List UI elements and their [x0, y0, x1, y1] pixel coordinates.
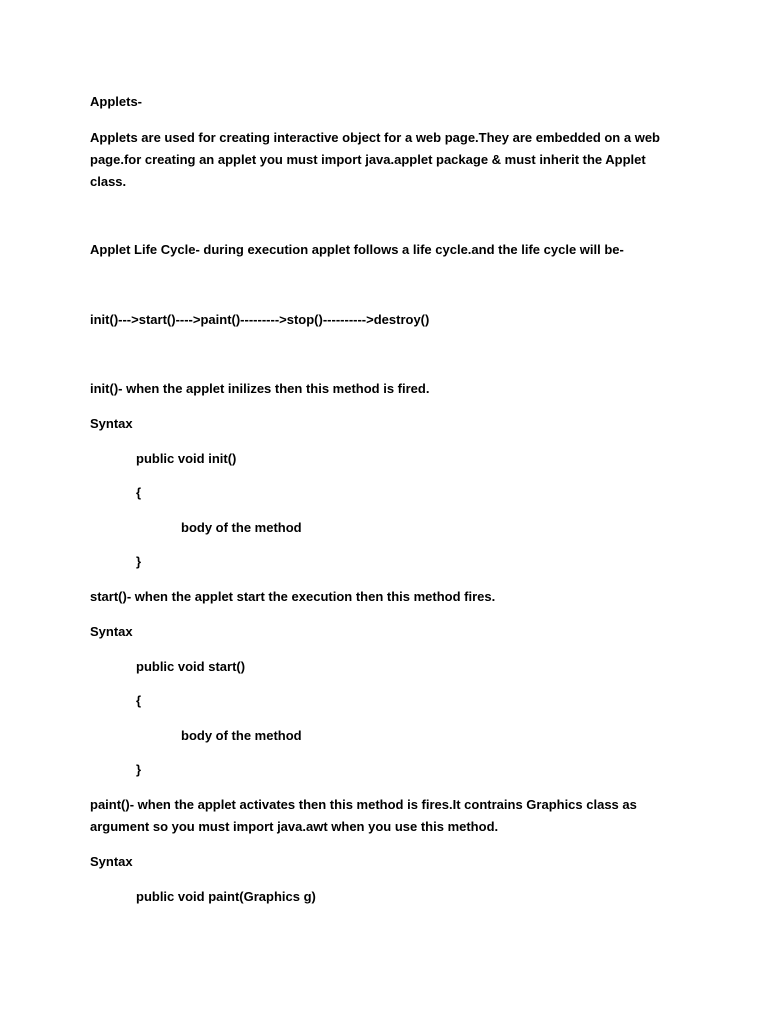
paint-description: paint()- when the applet activates then this method is fires.It contrains Graphics class as argument so you must import java.awt when you use this method.	[90, 797, 637, 834]
method-body: body of the method	[181, 728, 302, 743]
close-brace: }	[136, 554, 142, 569]
syntax-label: Syntax	[90, 624, 133, 639]
document-title: Applets-	[90, 94, 142, 109]
close-brace: }	[136, 762, 142, 777]
syntax-label: Syntax	[90, 854, 133, 869]
open-brace: {	[136, 485, 142, 500]
lifecycle-flow: init()--->start()---->paint()--------->stop()---------->destroy()	[90, 312, 430, 327]
lifecycle-paragraph: Applet Life Cycle- during execution applet follows a life cycle.and the life cycle will be-	[90, 242, 624, 257]
syntax-label: Syntax	[90, 416, 133, 431]
intro-paragraph: Applets are used for creating interactive object for a web page.They are embedded on a web page.for creating an applet you must import java.applet package & must inherit the Applet class.	[90, 130, 660, 189]
start-description: start()- when the applet start the execution then this method fires.	[90, 589, 496, 604]
init-signature: public void init()	[136, 451, 237, 466]
init-description: init()- when the applet inilizes then this method is fired.	[90, 381, 430, 396]
method-body: body of the method	[181, 520, 302, 535]
open-brace: {	[136, 693, 142, 708]
paint-signature: public void paint(Graphics g)	[136, 889, 316, 904]
start-signature: public void start()	[136, 659, 246, 674]
